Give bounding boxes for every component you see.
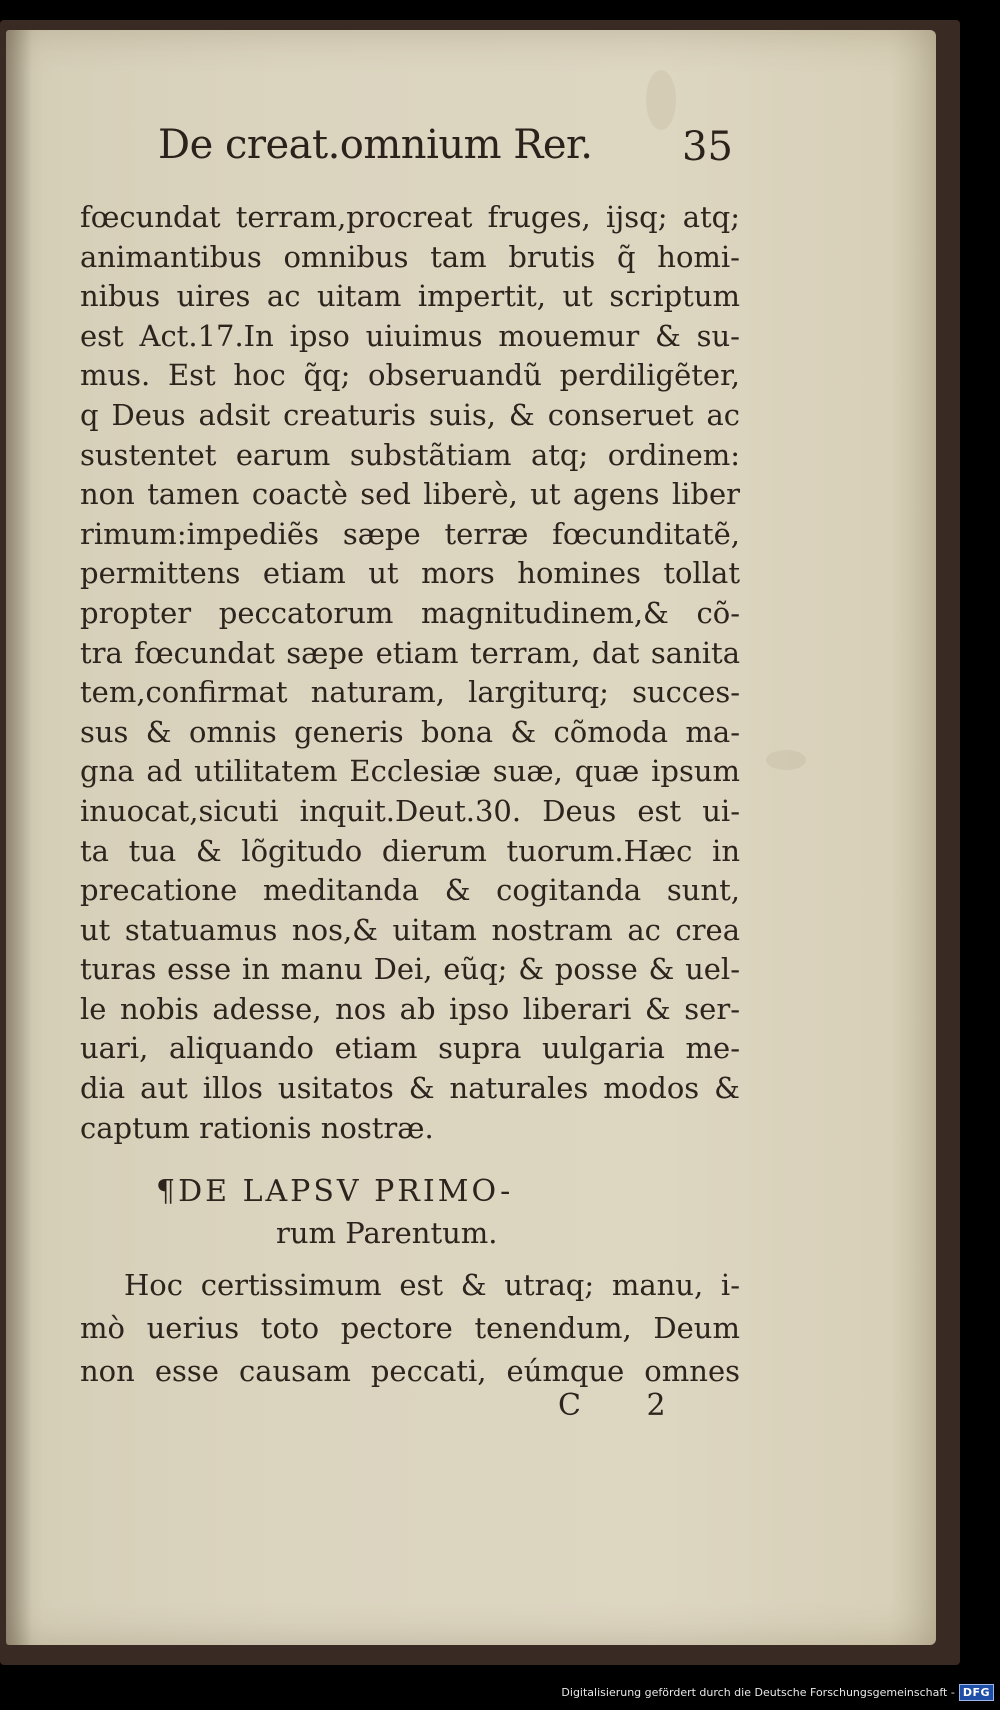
text-line: sus & omnis generis bona & cõmoda ma- (80, 714, 740, 749)
body-text (80, 198, 740, 1148)
paper-stain (766, 750, 806, 770)
text-line: ut statuamus nos,& uitam nostram ac crea (80, 912, 740, 947)
text-line: mus. Est hoc q̃q; obseruandũ perdiligẽter, (80, 358, 740, 393)
text-line: le nobis adesse, nos ab ipso liberari & ser- (80, 991, 740, 1026)
text-line: turas esse in manu Dei, eũq; & posse & uel- (80, 952, 740, 987)
text-line: gna ad utilitatem Ecclesiæ suæ, quæ ipsum (80, 754, 740, 789)
text-line: est Act.17.In ipso uiuimus mouemur & su- (80, 318, 740, 353)
text-line: sustentet earum substãtiam atq; ordinem: (80, 437, 740, 472)
text-line: ta tua & lõgitudo dierum tuorum.Hæc in (80, 833, 740, 868)
digitization-credit (561, 1682, 994, 1702)
text-line: tem,confirmat naturam, largiturq; succes- (80, 675, 740, 710)
text-line: precatione meditanda & cogitanda sunt, (80, 873, 740, 908)
text-line: nibus uires ac uitam impertit, ut scriptum (80, 279, 740, 314)
section-body-text (80, 1264, 740, 1393)
text-line: uari, aliquando etiam supra uulgaria me- (80, 1031, 740, 1066)
page-number: 35 (682, 124, 733, 170)
section-heading (156, 1172, 716, 1254)
text-line: animantibus omnibus tam brutis q̃ homi- (80, 239, 740, 274)
text-line: fœcundat terram,procreat fruges, ijsq; atq; (80, 200, 740, 234)
text-line: Hoc certissimum est & utraq; manu, i- (124, 1268, 740, 1302)
text-line: tra fœcundat sæpe etiam terram, dat sanita (80, 635, 740, 670)
dfg-logo: DFG (959, 1684, 994, 1701)
book-page (6, 30, 936, 1645)
text-line: non tamen coactè sed liberè, ut agens liber (80, 477, 740, 512)
text-line: dia aut illos usitatos & naturales modos & (80, 1071, 740, 1106)
text-line: captum rationis nostræ. (80, 1110, 434, 1145)
signature-mark: C 2 (558, 1388, 694, 1423)
text-line: inuocat,sicuti inquit.Deut.30. Deus est ui- (80, 793, 740, 828)
text-line: propter peccatorum magnitudinem,& cõ- (80, 595, 740, 630)
text-line: q Deus adsit creaturis suis, & conseruet ac (80, 397, 740, 432)
text-line: non esse causam peccati, eúmque omnes (80, 1354, 740, 1388)
section-heading-line: ¶DE LAPSV PRIMO- (156, 1174, 514, 1209)
section-heading-line: rum Parentum. (276, 1216, 498, 1250)
gutter-shadow (6, 30, 32, 1645)
credit-text: Digitalisierung gefördert durch die Deutsche Forschungsgemeinschaft - (561, 1685, 955, 1699)
text-line: rimum:impediẽs sæpe terræ fœcunditatẽ, (80, 516, 740, 551)
text-line: permittens etiam ut mors homines tollat (80, 556, 740, 591)
running-head (6, 102, 936, 172)
running-head-title: De creat.omnium Rer. (158, 122, 593, 168)
text-line: mò uerius toto pectore tenendum, Deum (80, 1311, 740, 1345)
